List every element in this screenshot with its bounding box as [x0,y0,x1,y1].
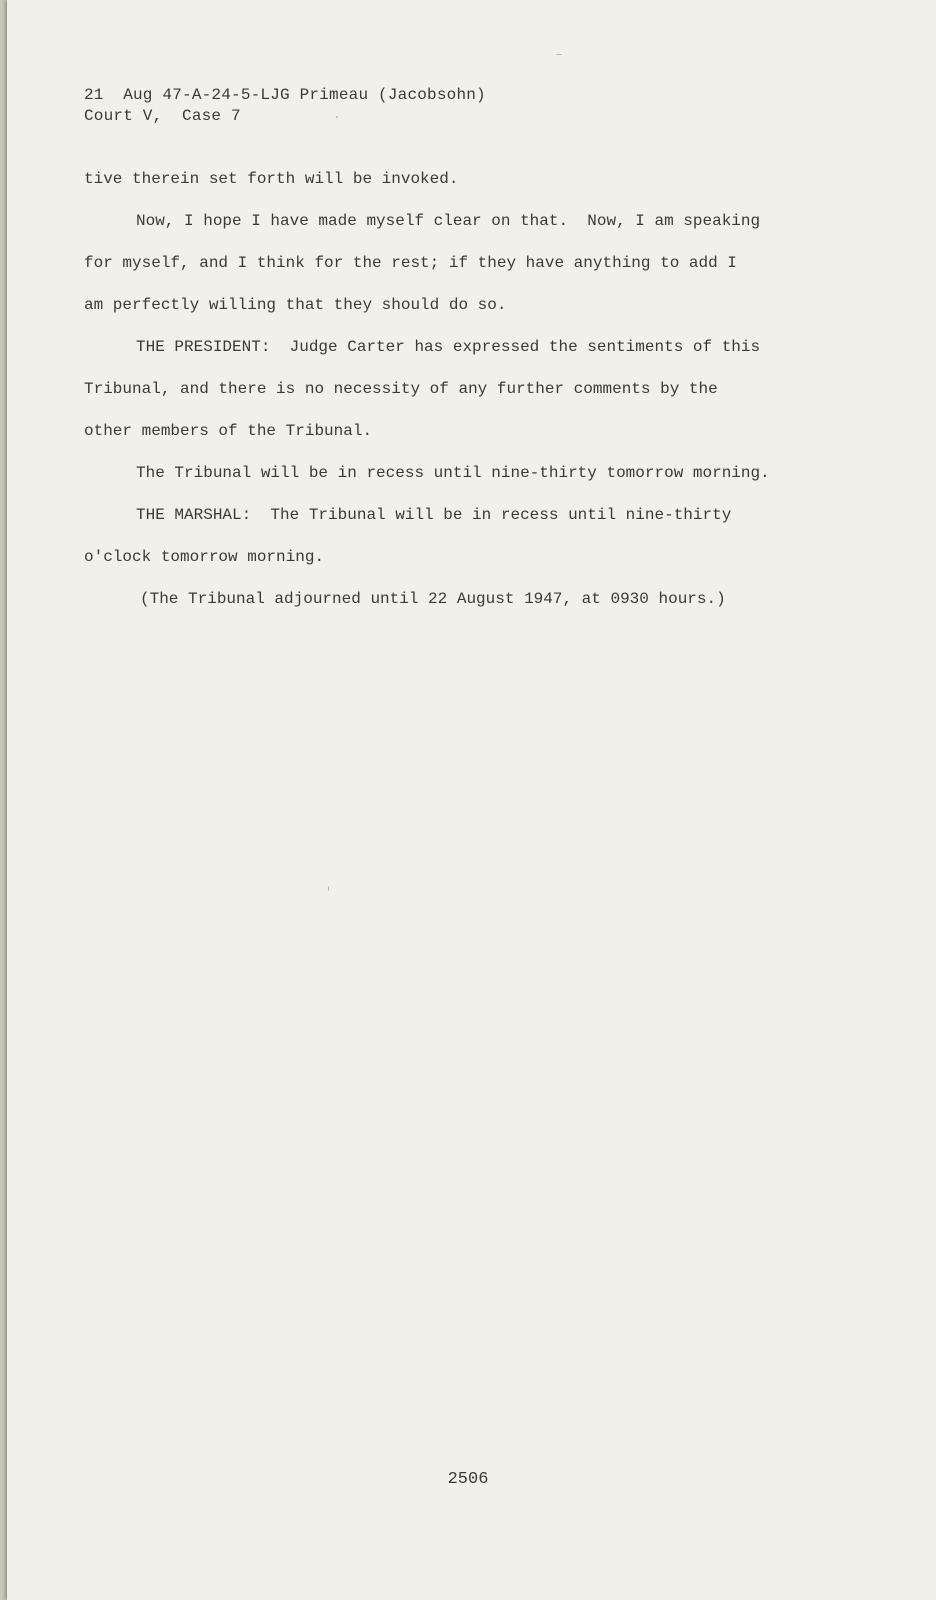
transcript-line: (The Tribunal adjourned until 22 August 1947, at 0930 hours.) [140,590,726,608]
transcript-body [84,168,914,630]
paper-speck [336,116,338,118]
page-number: 2506 [447,1470,489,1489]
transcript-line: THE PRESIDENT: Judge Carter has expressed the sentiments of this [136,338,761,356]
page-edge [0,0,7,1600]
transcript-line: The Tribunal will be in recess until nine-thirty tomorrow morning. [136,464,770,482]
transcript-line: o'clock tomorrow morning. [84,548,325,566]
transcript-line: tive therein set forth will be invoked. [84,170,459,188]
transcript-line: Tribunal, and there is no necessity of any further comments by the [84,380,718,398]
header-reference-line: 21 Aug 47-A-24-5-LJG Primeau (Jacobsohn) [84,86,486,104]
transcript-line: for myself, and I think for the rest; if they have anything to add I [84,254,737,272]
paper-speck [556,54,562,55]
header-court-case-line: Court V, Case 7 [84,107,241,125]
transcript-line: am perfectly willing that they should do so. [84,296,507,314]
paper-speck [328,886,329,891]
transcript-line: Now, I hope I have made myself clear on that. Now, I am speaking [136,212,761,230]
transcript-line: THE MARSHAL: The Tribunal will be in recess until nine-thirty [136,506,732,524]
transcript-line: other members of the Tribunal. [84,422,373,440]
